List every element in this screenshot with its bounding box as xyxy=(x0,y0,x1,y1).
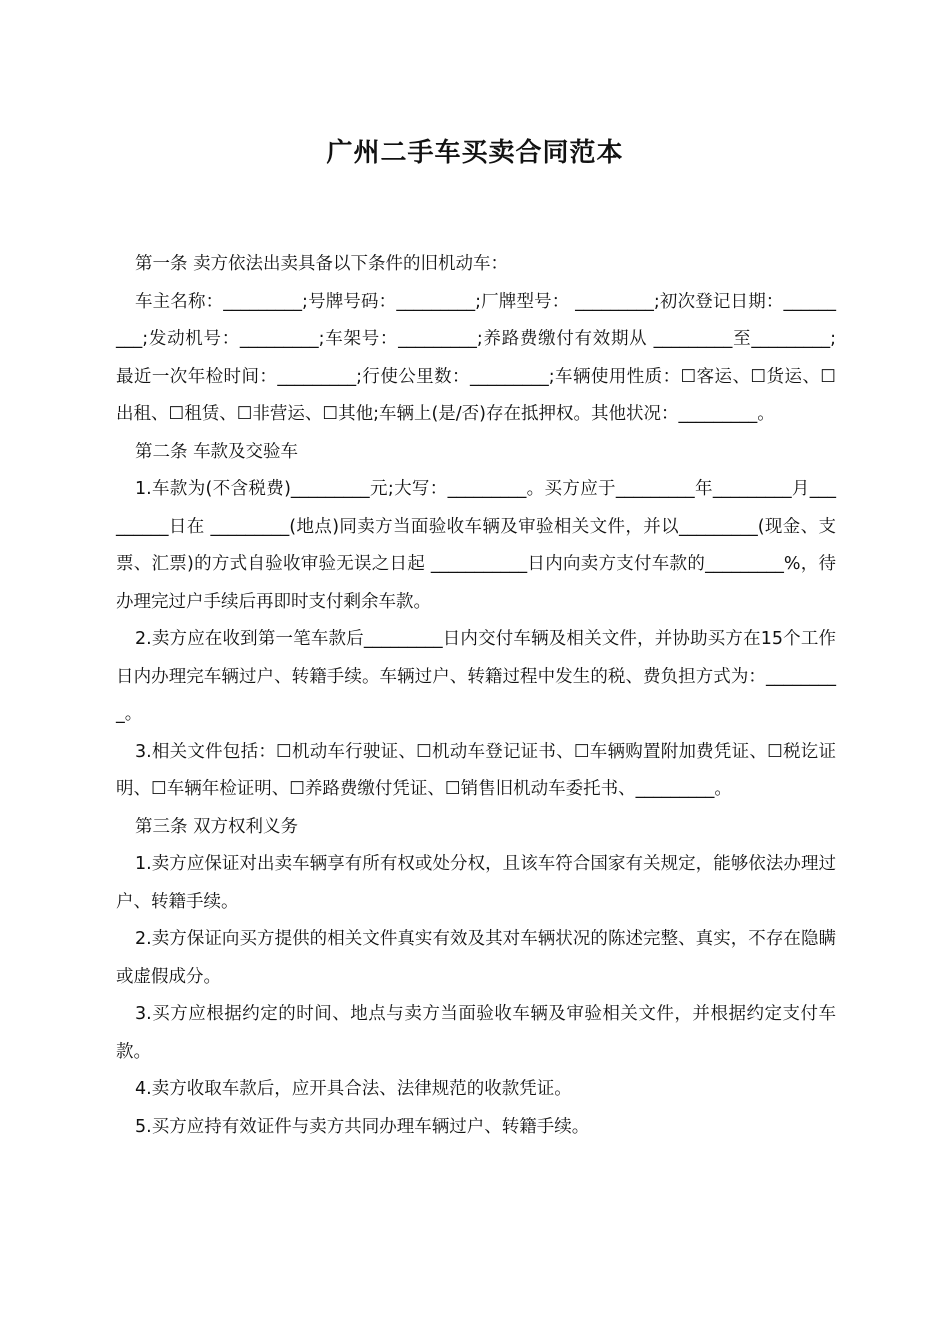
article-2-clause-1: 1.车款为(不含税费)_________元;大写：_________。买方应于_________年_________月_________日在 _________(地点)同卖方当面验收车辆及审验相关文件，并以_________(现金、支票、汇票)的方式自验收审验无误之日起 ___________日内向卖方支付车款的_________%，待办理完过户手续后再即时支付剩余车款。 xyxy=(116,479,836,612)
article-2-clause-2: 2.卖方应在收到第一笔车款后_________日内交付车辆及相关文件，并协助买方在15个工作日内办理完车辆过户、转籍手续。车辆过户、转籍过程中发生的税、费负担方式为：_________。 xyxy=(116,629,836,724)
article-2-heading: 第二条 车款及交验车 xyxy=(135,441,299,462)
article-2-clause-3: 3.相关文件包括：☐机动车行驶证、☐机动车登记证书、☐车辆购置附加费凭证、☐税讫证明、☐车辆年检证明、☐养路费缴付凭证、☐销售旧机动车委托书、_________。 xyxy=(116,741,836,799)
document-title: 广州二手车买卖合同范本 xyxy=(326,138,624,168)
document-body xyxy=(116,246,836,1146)
article-3-clause-2: 2.卖方保证向买方提供的相关文件真实有效及其对车辆状况的陈述完整、真实，不存在隐瞒或虚假成分。 xyxy=(116,929,836,987)
article-3-clause-4: 4.卖方收取车款后，应开具合法、法律规范的收款凭证。 xyxy=(135,1079,572,1099)
article-1-heading: 第一条 卖方依法出卖具备以下条件的旧机动车： xyxy=(135,254,509,274)
article-3-clause-5: 5.买方应持有效证件与卖方共同办理车辆过户、转籍手续。 xyxy=(135,1116,590,1137)
article-3-clause-3: 3.买方应根据约定的时间、地点与卖方当面验收车辆及审验相关文件，并根据约定支付车款。 xyxy=(116,1004,836,1062)
article-3-heading: 第三条 双方权利义务 xyxy=(135,816,299,837)
vehicle-info-paragraph: 车主名称：_________;号牌号码：_________;厂牌型号： _________;初次登记日期：_________;发动机号：_________;车架号：_________;养路费缴付有效期从 _________至_________;最近一次年检时间：_________;行使公里数：_________;车辆使用性质：☐客运、☐货运、☐出租、☐租赁、☐非营运、☐其他;车辆上(是/否)存在抵押权。其他状况：_________。 xyxy=(116,291,836,424)
article-3-clause-1: 1.卖方应保证对出卖车辆享有所有权或处分权，且该车符合国家有关规定，能够依法办理过户、转籍手续。 xyxy=(116,854,836,912)
